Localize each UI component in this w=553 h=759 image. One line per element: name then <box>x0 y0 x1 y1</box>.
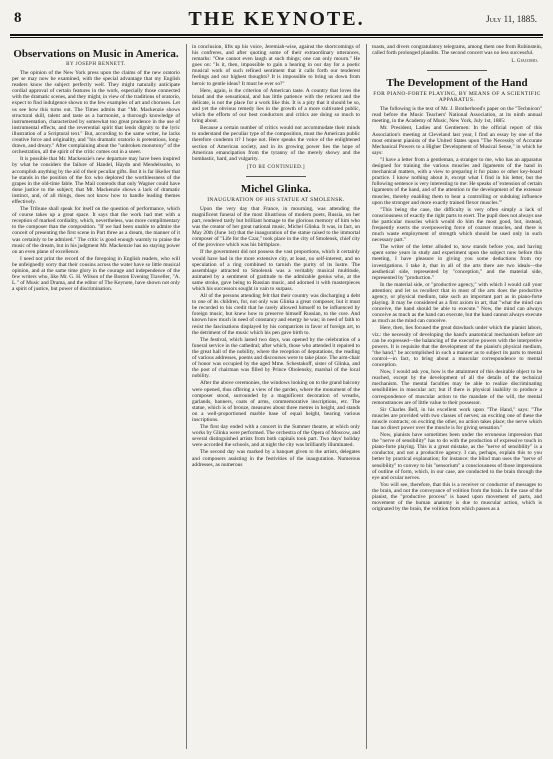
section-divider <box>427 70 487 71</box>
paragraph: If the government did not possess the vast proportions, which it certainly would have had in the more extensive city, at least, no self-interest, and no speculation of a ring combined to tarnish the purity of its lustre. The assemblage attracted to Smolensk was a veritably musical multitude, animated by a sentiment of gratitude to the admirable genius who, at the same stroke, gave being to Russian music, and adorned it with masterpieces which his successors sought in vain to surpass. <box>192 249 360 292</box>
article-title-development-of-hand: The Development of the Hand <box>386 77 528 90</box>
paragraph: Here, again, is the criterion of American taste. A country that loves the broad and the sensational, and has little patience with the reticent and the delicate, is not the place for a work like this. It is a pity that it should be so, and yet the obvious remedy lies in the growth of a more cultivated public, which the efforts of our best conductors and critics are doing so much to bring about. <box>192 87 360 125</box>
column-divider <box>366 44 367 749</box>
paragraph: Here, then, lies focused the great drawback under which the pianist labors, viz.: the necessity of developing the hand's anatomical mechanism before art can be expressed—the balancing of the executive powers with the interpretive powers. It is requisite that the development of the pianist's physical medium, "the hand," be accomplished in such a manner as to subject its parts to mental control—in fact, to bring about a muscular correspondence to mental conception. <box>372 325 542 369</box>
paragraph: After the above ceremonies, the windows looking on to the grand balcony were opened, thus offering a view of the garden, where the monument of the composer stood, surrounded by a magnificent decoration of wreaths, garlands, banners, coats of arms, commemorative inscriptions, etc. The statue, which is of bronze, measures about three metres in height, and stands on a well-proportioned marble base of equal height, bearing various inscriptions. <box>192 380 360 423</box>
to-be-continued: [TO BE CONTINUED.] <box>246 164 306 170</box>
signature: L. Giacomo. <box>511 59 538 65</box>
paragraph: toasts, and divers congratulatory telegrams, among them one from Rubinstein, called forth prolonged plaudits. The second concert was no less successful. <box>372 44 542 57</box>
paragraph: Sir Charles Bell, in his excellent work upon "The Hand," says: "The muscles are provided with two classes of nerves; an exciting one of these the muscle contracts; on exciting the other, no action takes place; the nerve which has no direct power over the muscle is for giving sensation." <box>372 406 542 431</box>
paragraph: Now, I would ask you, how is the attainment of this desirable object to be reached, except by the development of all the details of the technical mechanism. The mental faculties may be able to realize discriminating sensibilities in muscular act; but if there is physical inability to produce a correspondence of muscular action to the mandate of the will, the mental remonstrances are of little value to their possessor. <box>372 369 542 406</box>
masthead-rule <box>10 37 543 38</box>
paragraph: The opinion of the New York press upon the claims of the new oratorio per se may now be examined, with the special advantage that my English readers know the subject perfectly well. They might naturally anticipate cordial approval of certain features in the work, especially those connected with the dramatic scenes, and they might, in view of the traditions of oratorio, expect to find indulgence shown to the few examples of art and choruses. Let us see how this turns out. The Times admits that "Mr. Mackenzie shows structural skill, talent and taste as a harmonist, a thorough knowledge of instrumentation, characterized by somewhat too great prudence in the use of instrumental effects, and the reverential spirit that lends dignity to the lyric illustration of a Scriptural text." But, according to the same writer, he lacks creative force and originality, and "his dramatic oratorio is pretentious, long-drawn, and dreary." After complaining about the "unbroken monotony" of the orchestration, all the spirit of the critic comes out in a sneer. <box>12 70 180 156</box>
paragraph: It is possible that Mr. Mackenzie's new departure may have been inspired by what he considers the failure of Handel, Haydn and Mendelssohn, to accomplish anything by the aid of their peculiar gifts. But it is far likelier that he stands in the position of the fox who deplored the worthlessness of the grapes in the old-time fable. The Mail contends that only Wagner could have done justice to the subject; that Mr. Mackenzie shows a lack of dramatic instinct, and, of all things, does not know how to handle leading themes effectively. <box>12 156 180 205</box>
paragraph: The Tribune shall speak for itself on the question of performance, which of course takes up a great space. It says that the work had met with a reception of marked cordiality, which, nevertheless, was more complimentary to the composer than the composition. "If we had been unable to admire the conceit of presenting the first scene in Part three as a dream, the manner of it was certainly to be admired." The critic is good enough warmly to praise the music of the dream, but in his judgment Mr. Mackenzie has no staying power on an even plane of excellence. <box>12 206 180 255</box>
paragraph: Mr. President, Ladies and Gentlemen: In the official report of this Association's meeting at Cleveland last year, I find an essay by one of the most eminent pianists of the United States upon "The Necessity of Accurate Mechanical Powers to a Higher Development of Musical Sense," in which he says: <box>372 125 542 156</box>
paragraph: Upon the very day that France, in mourning, was attending the magnificent funeral of the most illustrious of modern poets, Russia, on her part, rendered tardy but brilliant homage to the glorious memory of him who was the creator of her great national music, Michel Glinka. It was, in fact, on May 20th (June 1st) that the inauguration of the statue raised to the immortal composer of "Life for the Czar," took place in the city of Smolensk, chief city of the province which was his birthplace. <box>192 205 360 249</box>
paragraph: The festival, which lasted two days, was opened by the celebration of a funeral service in the cathedral; after which, those who attended it repaired to the great hall of the nobility, where the reception of deputations, the reading of various addresses, poems and discourses were to take place. The arm-chair of honor was occupied by the aged Mme. Schestakoff, sister of Glinka, and the post of chairman was filled by Prince Obolensky, marshal of the local nobility. <box>192 336 360 380</box>
paragraph: All of the persons attending felt that their country was discharging a debt to one of its children, for, not only was Glinka a great composer, but it must be recorded to his credit that he rarely allowed himself to be influenced by foreign music, but knew how to preserve himself Russian, to the core. And known how much in need of constancy and energy he was; in need of faith to resist the fascinations displayed by his compatriots in favor of foreign art, to the detriment of the music which his pen gave birth to. <box>192 293 360 336</box>
paragraph: You will see, therefore, that this is a receiver or conductor of messages to the brain, and not the conveyance of volition from the brain. In the case of the pianist, the "productive process" is based upon movement of parts, and movement of the human anatomy is due to muscular action, which is originated by the brain, the volition from which passes as a <box>372 481 542 513</box>
paragraph: The second day was marked by a banquet given to the artists, delegates and composers assisting in the festivities of the inauguration. Numerous addresses, as numerous <box>192 449 360 468</box>
article-title-michel-glinka: Michel Glinka. <box>240 182 312 195</box>
page-number: 8 <box>14 10 22 26</box>
issue-date: July 11, 1885. <box>486 14 537 24</box>
paragraph: in conclusion, lifts up his voice, Jeremiah-wise, against the shortcomings of his confreres, and after quoting some of their extraordinary utterances, remarks: "One cannot even laugh at such things; one can only mourn." He goes on: "Is it, then, impossible to gain a hearing in our day for a poetic musical work of such refined sentiment that it calls forth our tenderest feelings and our highest thoughts? It is impossible to bring us down from heroic to gentle ideas? It must be ever so?" <box>192 44 360 87</box>
paragraph: The first day ended with a concert in the Summer theatre, at which only works by Glinka were performed. The orchestra of the Opera of Moscow, and several distinguished artists from both capitals took part. Two days' holiday were accorded the schools, and at night the city was brilliantly illuminated. <box>192 424 360 449</box>
paragraph: The writer of the letter alluded to, now stands before you, and having spent some years in study and experiment upon the subject now before this meeting, I have pleasure in giving you some deductions from my investigations. I take it, that in all of the arts there are two ideals—the aesthetical side, represented by "conception," and the material side, represented by "production." <box>372 244 542 281</box>
column-divider <box>186 44 187 749</box>
column-2 <box>192 44 360 749</box>
article-subtitle: FOR PIANO-FORTE PLAYING, BY MEANS OF A SCIENTIFIC APPARATUS. <box>373 91 541 104</box>
paragraph: "This being the case, the difficulty is very often simply a lack of consciousness of exactly the right parts to exert. The pupil does not always use the particular muscles which would do him the most good, but, instead, frequently exerts the overpowering force of coarser muscles, and there is much waste employment of strength which should be used only in such necessary part." <box>372 206 542 244</box>
column-3 <box>372 44 542 749</box>
byline: BY JOSEPH BENNETT. <box>66 62 126 67</box>
newspaper-title: THE KEYNOTE. <box>188 8 365 30</box>
article-title-music-in-america: Observations on Music in America. <box>13 48 179 60</box>
paragraph: Now, pianists have sometimes been under the erroneous impression that the "nerve of sensibility" has to do with the production of expressive touch in piano-forte playing. This is a great mistake, as the "nerve of sensibility" is a conductor, and not a productive agency. I can, perhaps, explain this to you better by practical explanation; for instance: the blind man uses the "nerve of sensibility" to convey to his "sensorium" a consciousness of those impressions of outline of form, which, in our case, are conducted to the brain through the eye and ocular nerves. <box>372 432 542 481</box>
paragraph: In the material side, or "productive agency," with which I would call your attention; and let us recollect that in most of the arts does the productive agency, or physical medium, take such an important part as in piano-forte playing. It may be considered as a first axiom in art, that "what the mind can conceive, the hand should be able to execute." Now, the mind can always conceive as much as the hand can execute, but the hand cannot always execute as much as the mind can conceive. <box>372 281 542 325</box>
paragraph: The following is the text of Mr. J. Brotherhood's paper on the "Technicon" read before the Music Teachers' National Association, at its ninth annual meeting, in the Academy of Music, New York, July 1st, 1885: <box>372 106 542 125</box>
paragraph: I need not print the record of the foregoing in English readers, who will be unfeignedly sorry that their cousins across the water have so little musical opinion, and at the same time glory in the courage and independence of the few writers who, like Mr. G. H. Wilson of the Boston Evening Traveller, "A. L." of Music and Drama, and the editor of The Keynote, have shown not only a spirit of justice, but power of discrimination. <box>12 255 180 293</box>
paragraph: "I have a letter from a gentleman, a stranger to me, who has an apparatus designed for training the various muscles and ligaments of the hand in mechanical matters, with a view to preparing it for piano or other key-board practice. I know nothing about it, except what I find in his letter, but the following sentence is very interesting to me: He speaks of 'extension of certain ligaments of the hand, and of the attention to the development of the extensor muscles, thereby enabling them to bear a controlling or subduing influence upon the stronger and more exactly trained flexor muscles.'" <box>372 156 542 206</box>
column-1 <box>12 44 180 749</box>
paragraph: Because a certain number of critics would not accommodate their minds to understand the peculiar type of the composition, must the American public therefore condemn it? I hope not. Here speaks the voice of the enlightened section of American society, and in its growing power lies the hope of American emancipation from the tyranny of the merely showy and the bombastic, hard, and vulgarity. <box>192 125 360 162</box>
masthead <box>10 8 543 36</box>
section-divider <box>246 176 306 177</box>
article-subtitle: INAUGURATION OF HIS STATUE AT SMOLENSK. <box>207 196 345 203</box>
newspaper-page <box>10 8 543 753</box>
